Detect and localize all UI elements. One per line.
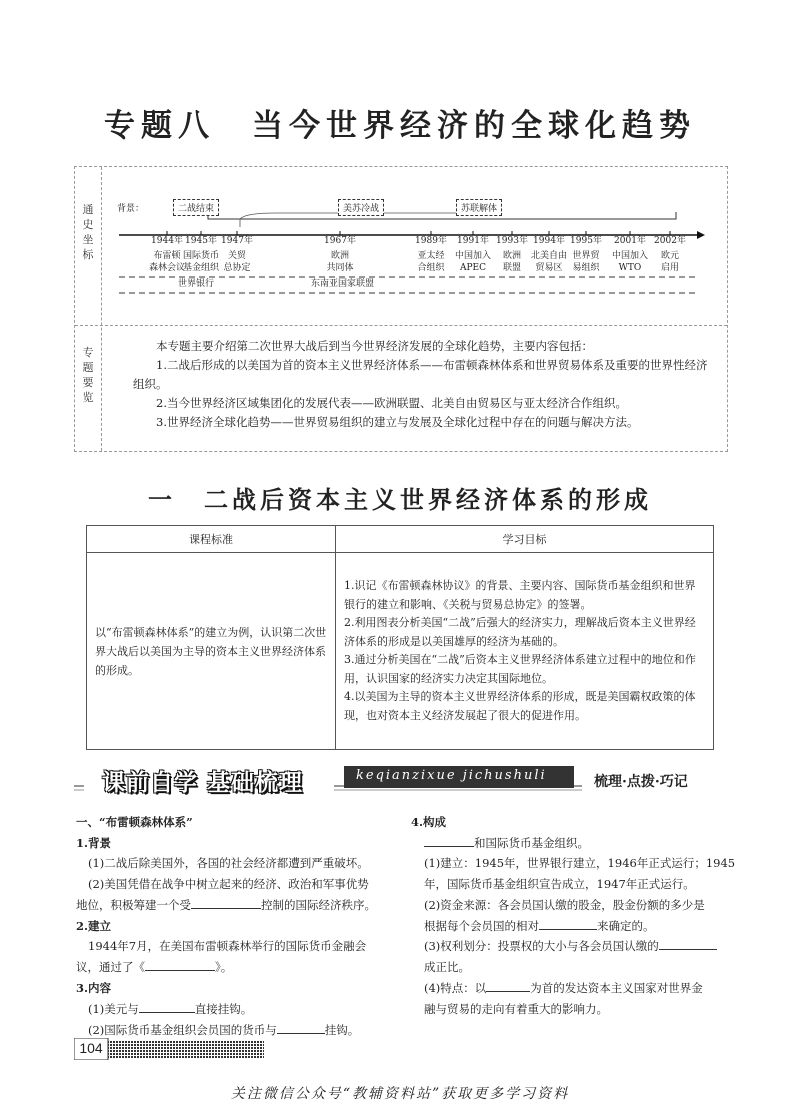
paragraph: (2)资金来源：各会员国认缴的股金，股金份额的多少是	[424, 898, 705, 912]
timeline-event: 世界贸 易组织	[572, 251, 600, 273]
timeline-year: 1994年	[533, 236, 565, 246]
timeline-event: 北美自由 贸易区	[530, 251, 567, 273]
page-number: 104	[79, 1040, 103, 1056]
timeline-year: 2002年	[654, 236, 686, 246]
event-asean: 东南亚国家联盟	[311, 279, 375, 289]
summary-intro: 本专题主要介绍第二次世界大战后到当今世界经济发展的全球化趋势，主要内容包括：	[156, 339, 593, 353]
timeline-event: 亚太经 合组织	[417, 251, 445, 273]
paragraph: 融与贸易的走向有着重大的影响力。	[424, 1002, 608, 1016]
timeline-year: 1995年	[570, 236, 602, 246]
timeline-year: 1945年	[185, 236, 217, 246]
fill-blank[interactable]	[277, 1021, 325, 1034]
timeline-year: 1989年	[415, 236, 447, 246]
background-label: 背景：	[117, 204, 145, 214]
table-header: 课程标准	[87, 526, 336, 553]
coords-label: 通 史 坐 标	[82, 203, 94, 261]
subheading: 4.构成	[411, 815, 447, 829]
goal-item: 3.通过分析美国在“二战”后资本主义世界经济体系建立过程中的地位和作用，认识国家的经济实力决定其国际地位。	[344, 653, 696, 685]
background-tag-wwii-end: 二战结束	[173, 199, 219, 216]
curriculum-standard: 以“布雷顿森林体系”的建立为例，认识第二次世界大战后以美国为主导的资本主义世界经济体系的形成。	[87, 553, 336, 750]
goal-item: 4.以美国为主导的资本主义世界经济体系的形成，既是美国霸权政策的体现，也对资本主义经济发展起了很大的促进作用。	[344, 690, 696, 722]
timeline-year: 1993年	[496, 236, 528, 246]
paragraph: 1944年7月，在美国布雷顿森林举行的国际货币金融会	[88, 939, 367, 953]
paragraph: 根据每个会员国的相对 来确定的。	[424, 919, 655, 933]
background-tag-ussr-collapse: 苏联解体	[456, 199, 502, 216]
event-world-bank: 世界银行	[178, 279, 215, 289]
curriculum-table	[86, 525, 714, 750]
timeline-event: 关贸 总协定	[223, 251, 251, 273]
timeline-year: 1944年	[151, 236, 183, 246]
timeline-event: 欧洲 联盟	[502, 251, 521, 273]
paragraph: (1)二战后除美国外，各国的社会经济都遭到严重破坏。	[88, 856, 369, 870]
left-heading: 一、“布雷顿森林体系”	[76, 815, 193, 829]
background-tag-cold-war: 美苏冷战	[338, 199, 384, 216]
fill-blank[interactable]	[139, 1000, 195, 1013]
timeline-year: 1991年	[457, 236, 489, 246]
timeline-event: 中国加入 WTO	[611, 251, 648, 273]
paragraph: (4)特点：以 为首的发达资本主义国家对世界金	[424, 981, 703, 995]
summary-point-1: 1.二战后形成的以美国为首的资本主义世界经济体系——布雷顿森林体系和世界贸易体系及重要的世界性经济组织。	[133, 358, 708, 391]
timeline-event: 欧元 启用	[660, 251, 679, 273]
timeline-year: 1967年	[324, 236, 356, 246]
paragraph: 议，通过了《 》。	[76, 960, 233, 974]
paragraph: (2)国际货币基金组织会员国的货币与 挂钩。	[88, 1023, 360, 1037]
paragraph: 年，国际货币基金组织宣告成立，1947年正式运行。	[424, 877, 695, 891]
paragraph: (1)建立：1945年，世界银行建立，1946年正式运行；1945	[424, 856, 736, 870]
summary-point-3: 3.世界经济全球化趋势——世界贸易组织的建立与发展及全球化过程中存在的问题与解决方法。	[156, 415, 639, 429]
fill-blank[interactable]	[191, 896, 261, 909]
subheading: 3.内容	[76, 981, 112, 995]
section-title: 一 二战后资本主义世界经济体系的形成	[148, 485, 652, 514]
subheading: 1.背景	[76, 836, 112, 850]
paragraph: 成正比。	[424, 960, 470, 974]
paragraph: 地位，积极筹建一个受 控制的国际经济秩序。	[76, 898, 376, 912]
footer-note: 关注微信公众号“教辅资料站”获取更多学习资料	[230, 1086, 570, 1102]
summary-point-2: 2.当今世界经济区域集团化的发展代表——欧洲联盟、北美自由贸易区与亚太经济合作组织。	[156, 396, 627, 410]
timeline-event: 布雷顿 森林会议	[148, 251, 185, 273]
section-banner	[74, 762, 726, 796]
paragraph: (2)美国凭借在战争中树立起来的经济、政治和军事优势	[88, 877, 369, 891]
paragraph: (3)权利划分：投票权的大小与各会员国认缴的	[424, 936, 717, 957]
banner-title: 课前自学 基础梳理	[102, 769, 304, 796]
timeline-year: 1947年	[221, 236, 253, 246]
timeline-event: 欧洲 共同体	[326, 251, 354, 273]
paragraph: (1)美元与 直接挂钩。	[88, 1002, 253, 1016]
banner-pinyin: keqianzixue jichushuli	[356, 768, 547, 783]
page-title: 专题八 当今世界经济的全球化趋势	[104, 108, 696, 144]
fill-blank[interactable]	[659, 937, 717, 950]
summary-label: 专 题 要 览	[82, 346, 94, 404]
fill-blank[interactable]	[145, 958, 215, 971]
goal-item: 1.识记《布雷顿森林协议》的背景、主要内容、国际货币基金组织和世界银行的建立和影响、《关税与贸易总协定》的签署。	[344, 579, 696, 611]
fill-blank[interactable]	[486, 979, 530, 992]
paragraph: 和国际货币基金组织。	[424, 833, 589, 854]
timeline-event: 国际货币 基金组织	[182, 251, 219, 273]
page-number-bar	[74, 1038, 264, 1060]
timeline-year: 2001年	[614, 236, 646, 246]
overview-box	[74, 166, 728, 452]
goal-item: 2.利用图表分析美国“二战”后强大的经济实力，理解战后资本主义世界经济体系的形成是以美国雄厚的经济为基础的。	[344, 616, 696, 648]
subheading: 2.建立	[76, 919, 112, 933]
banner-tag: 梳理·点拨·巧记	[594, 774, 688, 790]
table-header: 学习目标	[336, 526, 714, 553]
timeline-event: 中国加入 APEC	[454, 251, 491, 273]
fill-blank[interactable]	[424, 834, 474, 847]
divider	[75, 325, 727, 326]
fill-blank[interactable]	[539, 917, 597, 930]
